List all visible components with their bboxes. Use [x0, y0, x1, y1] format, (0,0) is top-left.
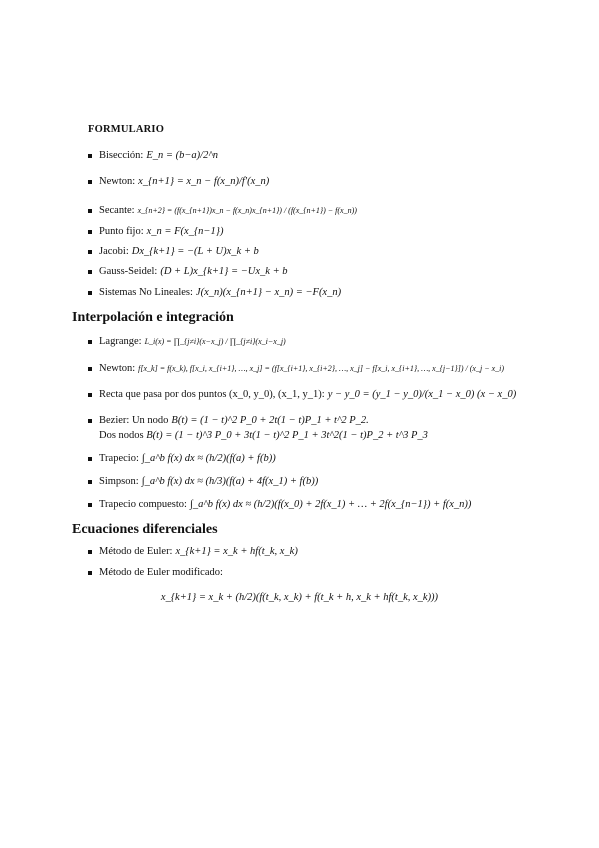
bullet-icon: [88, 393, 92, 397]
bullet-icon: [88, 550, 92, 554]
list-item-newton-raphson: [88, 175, 539, 188]
item-formula: ∫_a^b f(x) dx ≈ (h/2)(f(a) + f(b)): [141, 453, 276, 464]
item-label: Trapecio:: [99, 453, 139, 464]
bullet-icon: [88, 571, 92, 575]
section-heading-interpolacion: Interpolación e integración: [72, 310, 234, 325]
bullet-icon: [88, 270, 92, 274]
bullet-icon: [88, 340, 92, 344]
item-formula: E_n = (b−a)/2^n: [146, 150, 219, 161]
bullet-icon: [88, 209, 92, 213]
bullet-icon: [88, 230, 92, 234]
item-formula: L_i(x) = ∏_{j≠i}(x−x_j) / ∏_{j≠i}(x_i−x_j): [144, 337, 286, 346]
list-item-euler-modificado: [88, 566, 539, 579]
list-item-punto-fijo: [88, 225, 539, 238]
item-label: Gauss-Seidel:: [99, 266, 158, 277]
item-formula: J(x_n)(x_{n+1} − x_n) = −F(x_n): [195, 287, 342, 298]
list-item-jacobi: [88, 245, 539, 258]
item-label: Jacobi:: [99, 246, 129, 257]
bezier-second-line: [99, 430, 428, 441]
item-label: Simpson:: [99, 476, 139, 487]
item-label: Newton:: [99, 176, 136, 187]
item-label: Sistemas No Lineales:: [99, 287, 193, 298]
bullet-icon: [88, 457, 92, 461]
list-item-euler: [88, 545, 539, 558]
bullet-icon: [88, 503, 92, 507]
item-label: Newton:: [99, 363, 136, 374]
bullet-icon: [88, 480, 92, 484]
list-item-newton-diferencias: [88, 362, 539, 375]
item-label: Trapecio compuesto:: [99, 499, 187, 510]
item-label: Método de Euler:: [99, 546, 173, 557]
bullet-icon: [88, 180, 92, 184]
item-label: Bezier: Un nodo: [99, 415, 169, 426]
item-formula: (D + L)x_{k+1} = −Ux_k + b: [160, 266, 288, 277]
page-title: FORMULARIO: [88, 124, 165, 135]
list-item-trapecio-compuesto: [88, 498, 539, 511]
list-item-recta: [88, 388, 539, 401]
item-label: Recta que pasa por dos puntos (x_0, y_0), (x_1, y_1):: [99, 389, 325, 400]
euler-modificado-display-formula: x_{k+1} = x_k + (h/2)(f(t_k, x_k) + f(t_k + h, x_k + hf(t_k, x_k))): [160, 592, 439, 603]
list-item-trapecio: [88, 452, 539, 465]
item-formula: x_{k+1} = x_k + hf(t_k, x_k): [175, 546, 298, 557]
item-formula: Dx_{k+1} = −(L + U)x_k + b: [131, 246, 259, 257]
item-formula: B(t) = (1 − t)^3 P_0 + 3t(1 − t)^2 P_1 + 3t^2(1 − t)P_2 + t^3 P_3: [146, 430, 428, 441]
item-label: Método de Euler modificado:: [99, 567, 223, 578]
item-formula: y − y_0 = (y_1 − y_0)/(x_1 − x_0) (x − x_0): [327, 389, 517, 400]
item-formula: ∫_a^b f(x) dx ≈ (h/3)(f(a) + 4f(x_1) + f(b)): [141, 476, 319, 487]
list-item-gauss-seidel: [88, 265, 539, 278]
list-item-lagrange: [88, 335, 539, 348]
item-formula: ∫_a^b f(x) dx ≈ (h/2)(f(x_0) + 2f(x_1) + … + 2f(x_{n−1}) + f(x_n)): [189, 499, 472, 510]
item-formula: x_{n+2} = (f(x_{n+1})x_n − f(x_n)x_{n+1}) / (f(x_{n+1}) − f(x_n)): [137, 206, 357, 215]
item-formula: f[x_k] = f(x_k), f[x_i, x_{i+1}, …, x_j] = (f[x_{i+1}, x_{i+2}, …, x_j] − f[x_i, x_{i+1}, …, x_{j−1}]) / (x_j − x_i): [138, 364, 505, 373]
item-label: Secante:: [99, 205, 135, 216]
item-formula: x_n = F(x_{n−1}): [146, 226, 224, 237]
item-label: Punto fijo:: [99, 226, 144, 237]
item-label: Bisección:: [99, 150, 144, 161]
section-heading-ecuaciones: Ecuaciones diferenciales: [72, 522, 218, 537]
list-item-secante: [88, 204, 539, 217]
item-formula: x_{n+1} = x_n − f(x_n)/f′(x_n): [138, 176, 270, 187]
item-formula: B(t) = (1 − t)^2 P_0 + 2t(1 − t)P_1 + t^2 P_2.: [171, 415, 369, 426]
list-item-biseccion: [88, 149, 539, 162]
item-label: Lagrange:: [99, 336, 142, 347]
bullet-icon: [88, 367, 92, 371]
bullet-icon: [88, 419, 92, 423]
list-item-sistemas-no-lineales: [88, 286, 539, 299]
bullet-icon: [88, 154, 92, 158]
bullet-icon: [88, 250, 92, 254]
list-item-bezier: [88, 414, 539, 427]
list-item-simpson: [88, 475, 539, 488]
bullet-icon: [88, 291, 92, 295]
item-label: Dos nodos: [99, 430, 144, 441]
